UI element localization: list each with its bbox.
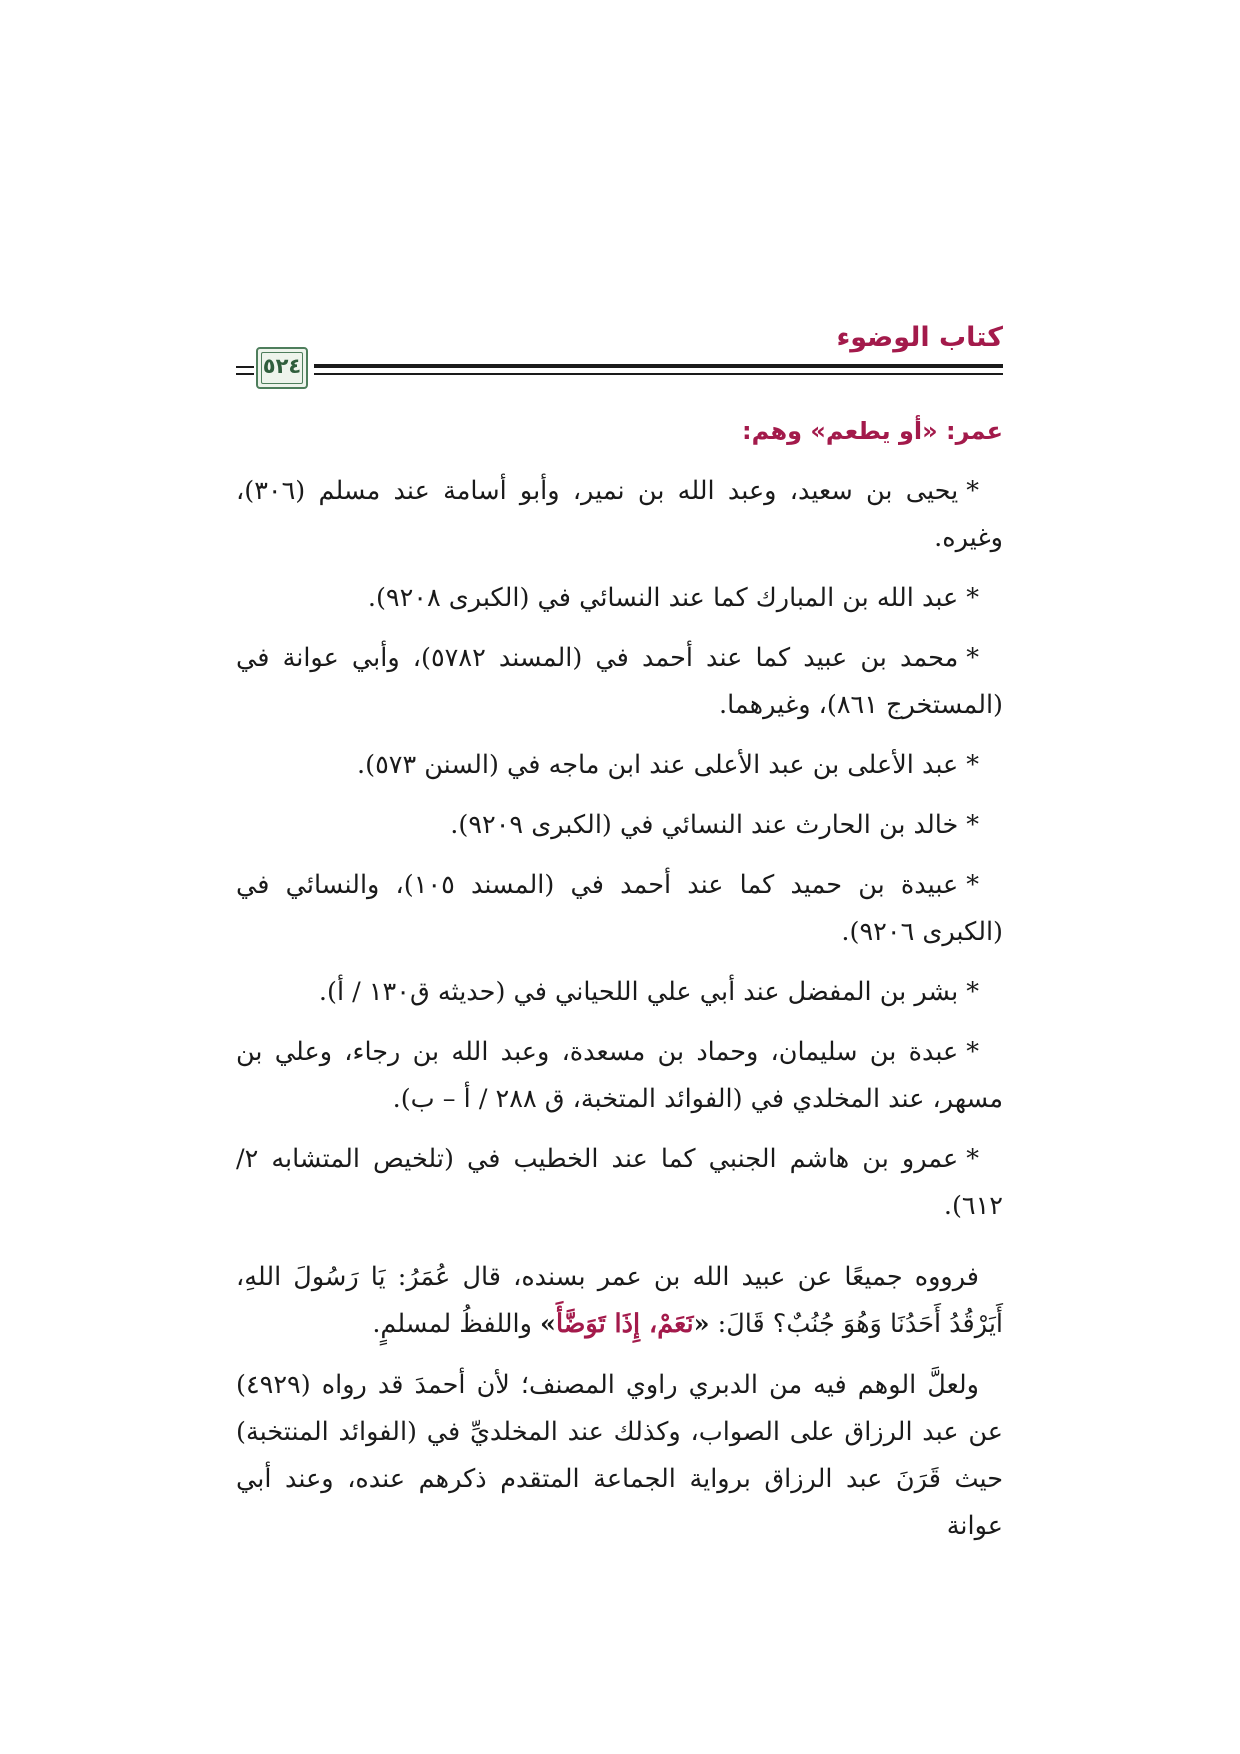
- entry-text: عبيدة بن حميد كما عند أحمد في (المسند ١٠٥)، والنسائي في (الكبرى ٩٢٠٦).: [236, 870, 1003, 947]
- bullet-star: *: [966, 977, 979, 1007]
- book-title: كتاب الوضوء: [836, 322, 1003, 353]
- narrator-entry: [236, 969, 1003, 1016]
- page-content: [236, 408, 1003, 1564]
- narrator-entry: [236, 862, 1003, 956]
- bullet-star: *: [966, 750, 979, 780]
- page-header: [236, 310, 1003, 390]
- entry-text: خالد بن الحارث عند النسائي في (الكبرى ٩٢٠٩).: [450, 810, 959, 840]
- narrator-entry: [236, 635, 1003, 729]
- bullet-star: *: [966, 810, 979, 840]
- narrator-entry: [236, 468, 1003, 562]
- bullet-star: *: [966, 1144, 979, 1174]
- section-heading: عمر: «أو يطعم» وهم:: [742, 417, 1003, 445]
- entry-text: يحيى بن سعيد، وعبد الله بن نمير، وأبو أسامة عند مسلم (٣٠٦)، وغيره.: [236, 476, 1003, 553]
- bullet-star: *: [966, 583, 979, 613]
- header-rule-left-thin: [236, 373, 254, 375]
- header-rule-thick: [314, 364, 1003, 368]
- narrator-entry: [236, 1029, 1003, 1123]
- bullet-star: *: [966, 870, 979, 900]
- entry-text: محمد بن عبيد كما عند أحمد في (المسند ٥٧٨٢)، وأبي عوانة في (المستخرج ٨٦١)، وغيرهما.: [236, 643, 1003, 720]
- bullet-star: *: [966, 1037, 979, 1067]
- bullet-star: *: [966, 476, 979, 506]
- narrator-entry: [236, 742, 1003, 789]
- page-number: ٥٢٤: [262, 354, 302, 378]
- commentary-paragraph: ولعلَّ الوهم فيه من الدبري راوي المصنف؛ لأن أحمدَ قد رواه (٤٩٢٩) عن عبد الرزاق على الصواب، وكذلك عند المخلديِّ في (الفوائد المنتخبة) حيث قَرَنَ عبد الرزاق برواية الجماعة المتقدم ذكرهم عنده، وعند أبي عوانة: [236, 1370, 1003, 1541]
- hadith-paragraph: [236, 1254, 1003, 1348]
- narrator-entry: [236, 575, 1003, 622]
- entry-text: عمرو بن هاشم الجنبي كما عند الخطيب في (تلخيص المتشابه ٢/ ٦١٢).: [236, 1144, 1003, 1221]
- hadith-text: نَعَمْ، إِذَا تَوَضَّأَ: [555, 1309, 694, 1339]
- page-number-badge: [256, 347, 308, 389]
- narrator-entry: [236, 802, 1003, 849]
- entry-text: بشر بن المفضل عند أبي علي اللحياني في (حديثه ق١٣٠ / أ).: [318, 977, 959, 1007]
- bullet-star: *: [966, 643, 979, 673]
- header-rule-thin: [314, 373, 1003, 375]
- entry-text: عبد الأعلى بن عبد الأعلى عند ابن ماجه في (السنن ٥٧٣).: [357, 750, 959, 780]
- hadith-outro: واللفظُ لمسلمٍ.: [372, 1309, 541, 1339]
- quote-open: «: [693, 1309, 710, 1339]
- quote-close: »: [540, 1309, 556, 1339]
- entry-text: عبدة بن سليمان، وحماد بن مسعدة، وعبد الله بن رجاء، وعلي بن مسهر، عند المخلدي في (الفوائد المتخبة، ق ٢٨٨ / أ – ب).: [236, 1037, 1003, 1114]
- hadith-intro: فرووه جميعًا عن عبيد الله بن عمر بسنده، قال عُمَرُ: يَا رَسُولَ اللهِ، أَيَرْقُدُ أَحَدُنَا وَهُوَ جُنُبٌ؟ قَالَ:: [236, 1262, 1003, 1339]
- narrator-entry: [236, 1136, 1003, 1230]
- entry-text: عبد الله بن المبارك كما عند النسائي في (الكبرى ٩٢٠٨).: [367, 583, 959, 613]
- header-rule-left-thick: [236, 366, 254, 368]
